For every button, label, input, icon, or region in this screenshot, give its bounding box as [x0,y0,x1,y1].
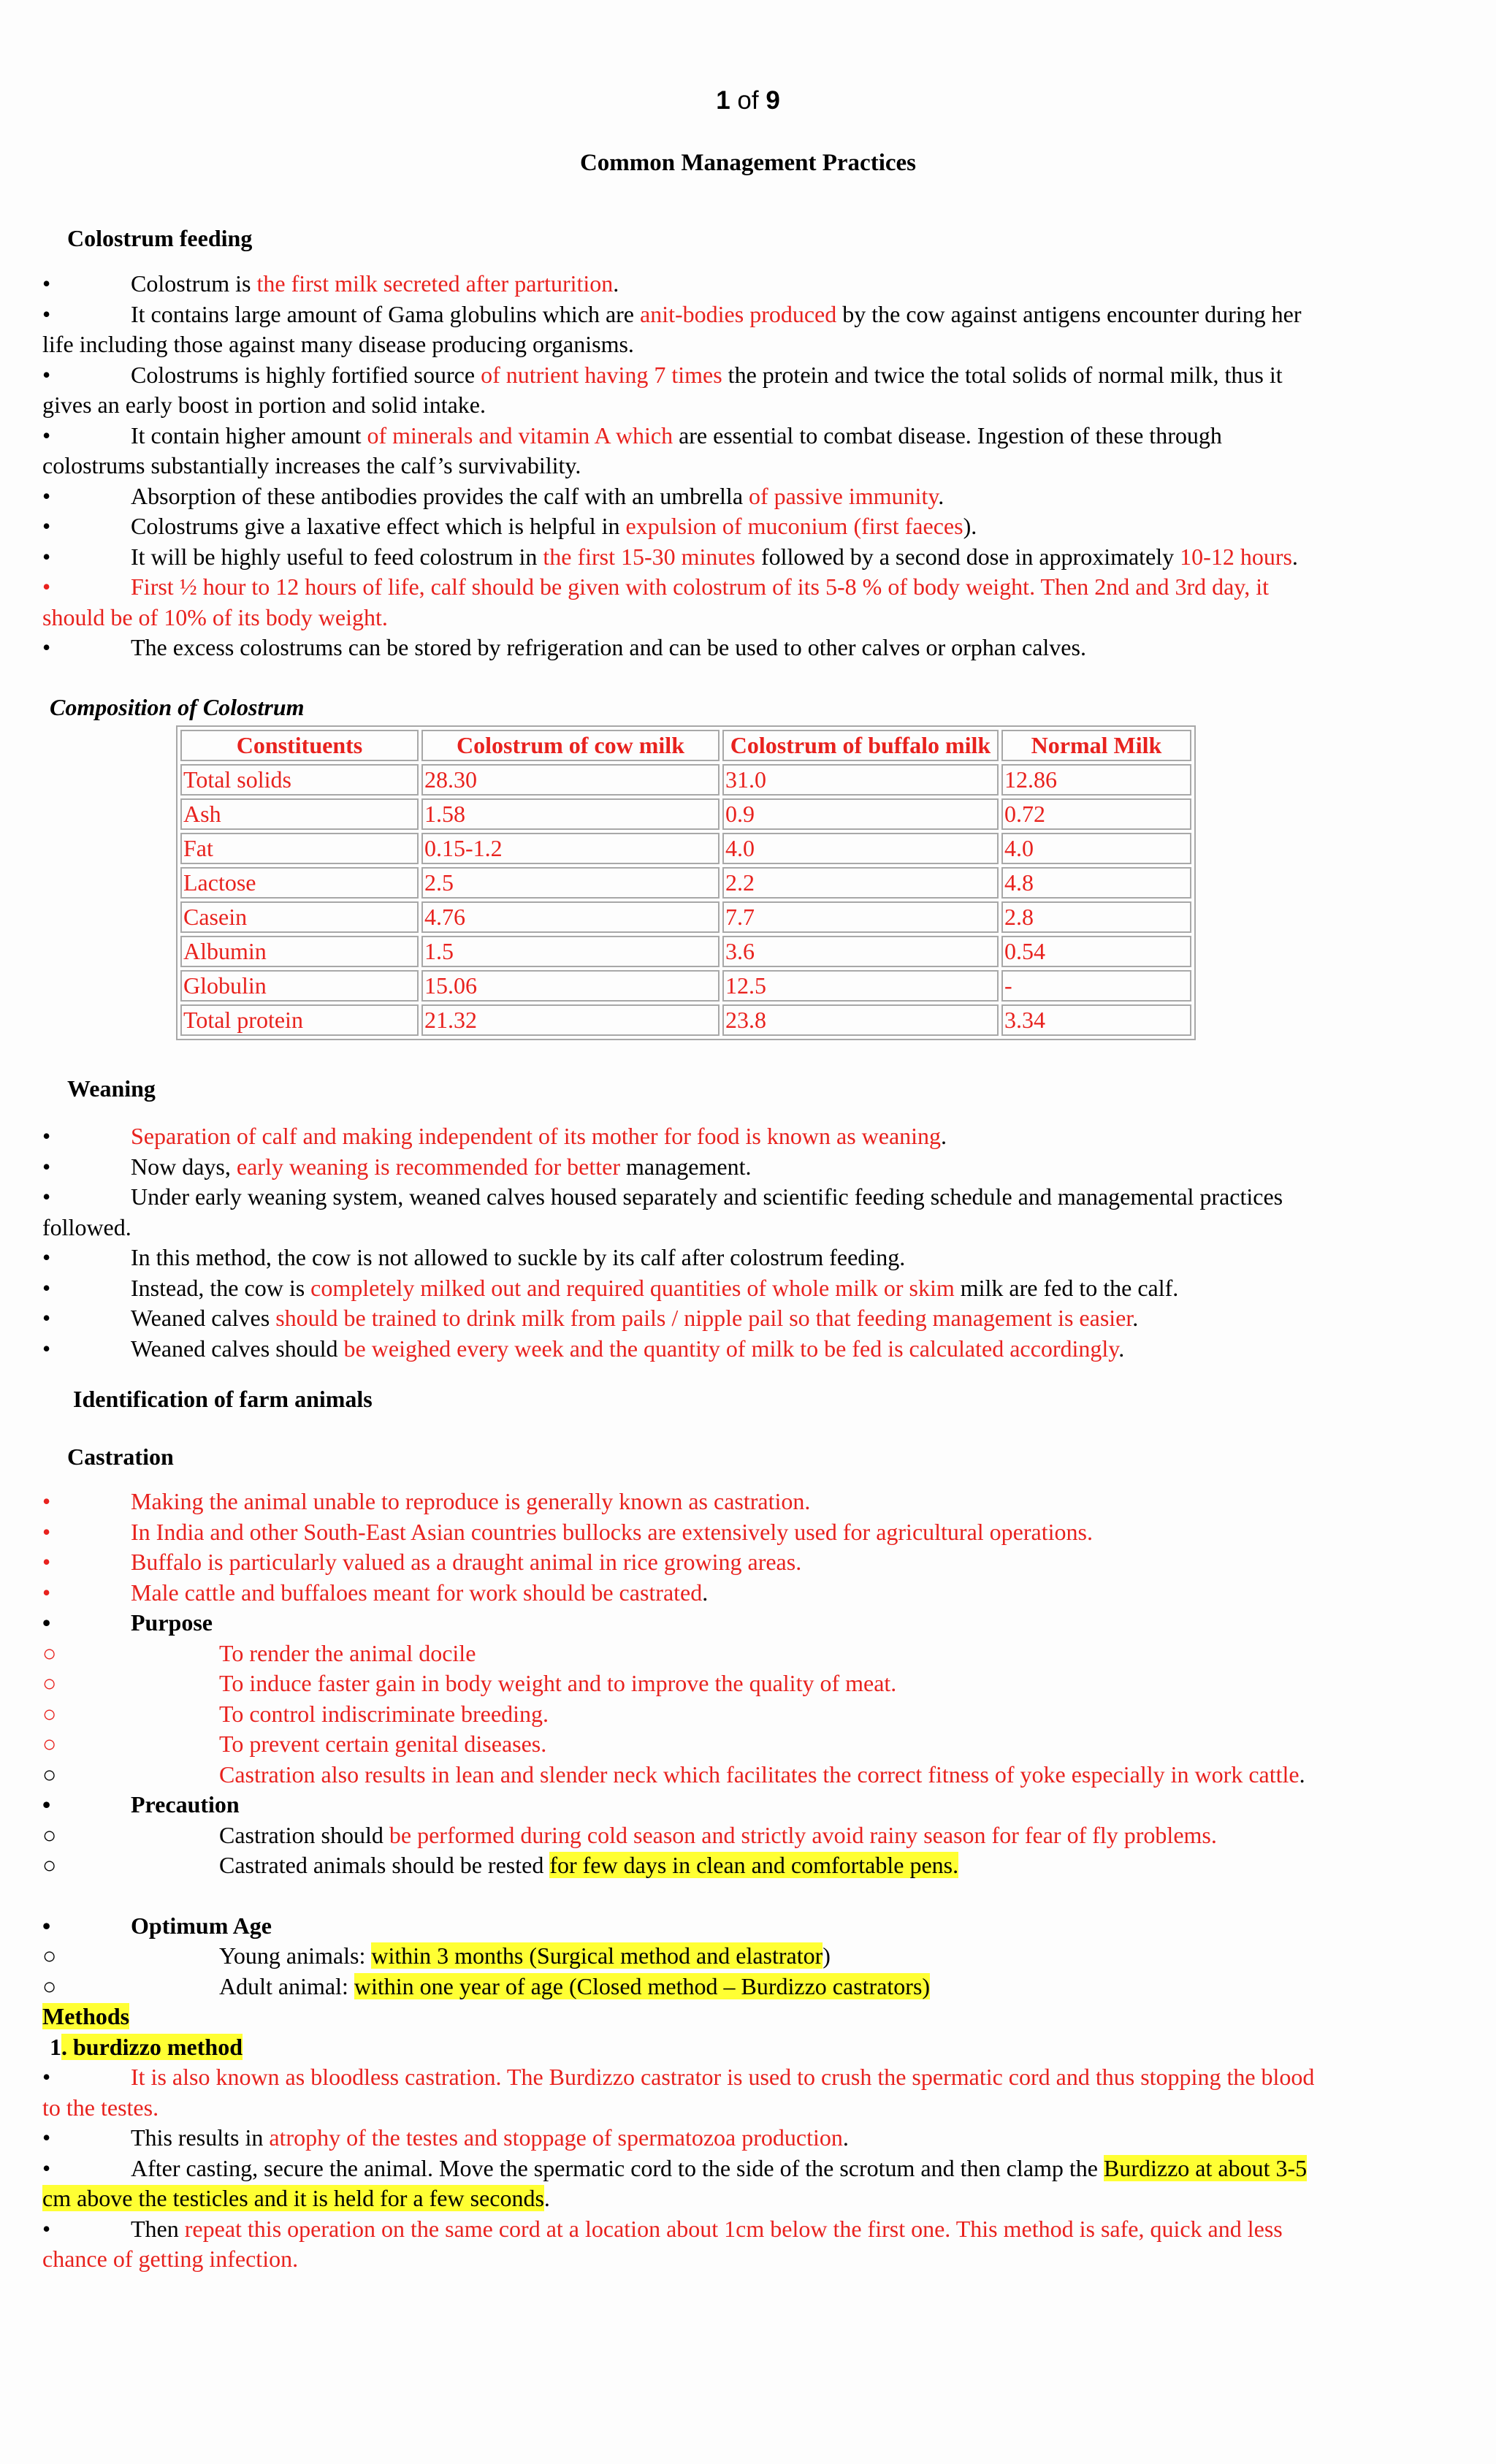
table-cell: Ash [180,798,419,830]
table-header: Colostrum of cow milk [421,730,720,761]
table-header-row [180,730,1191,761]
list-item: • Male cattle and buffaloes meant for work should be castrated. [42,1579,709,1606]
list-item: • Then repeat this operation on the same cord at a location about 1cm below the first one. This method is safe, quick and less chance of getting infection. [42,2215,1283,2272]
table-row [180,798,1191,830]
table-cell: 2.2 [722,867,999,899]
table-cell: 4.8 [1001,867,1191,899]
list-item: ○ Young animals: within 3 months (Surgical method and elastrator) [42,1942,831,1969]
table-header: Normal Milk [1001,730,1191,761]
table-cell: 0.15-1.2 [421,833,720,864]
list-item: ○ To control indiscriminate breeding. [42,1700,549,1727]
list-item: • Colostrums give a laxative effect which is helpful in expulsion of muconium (first faeces). [42,513,977,539]
table-cell: 12.86 [1001,764,1191,796]
table-cell: 4.0 [722,833,999,864]
list-item: • Colostrum is the first milk secreted after parturition. [42,270,619,297]
table-cell: 3.34 [1001,1004,1191,1036]
table-cell: - [1001,970,1191,1002]
list-item: • Instead, the cow is completely milked out and required quantities of whole milk or skim milk are fed to the calf. [42,1274,1179,1301]
composition-heading: Composition of Colostrum [50,694,305,720]
page-number: 1 of 9 [716,86,780,115]
methods-heading: Methods [42,2003,130,2029]
list-item: • Buffalo is particularly valued as a draught animal in rice growing areas. [42,1549,802,1575]
list-item: • Absorption of these antibodies provides the calf with an umbrella of passive immunity. [42,482,944,509]
list-item: ○ Castrated animals should be rested for few days in clean and comfortable pens. [42,1852,959,1878]
list-item: • Purpose [42,1609,213,1636]
list-item: • Colostrums is highly fortified source of nutrient having 7 times the protein and twice the total solids of normal milk, thus it gives an early boost in portion and solid intake. [42,361,1283,418]
table-row [180,1004,1191,1036]
table-cell: 21.32 [421,1004,720,1036]
table-cell: 28.30 [421,764,720,796]
table-cell: Globulin [180,970,419,1002]
table-cell: 0.9 [722,798,999,830]
heading-weaning: Weaning [67,1075,156,1102]
list-item: ○ Adult animal: within one year of age (Closed method – Burdizzo castrators) [42,1972,931,1999]
list-item: • It is also known as bloodless castration. The Burdizzo castrator is used to crush the spermatic cord and thus stopping the blood to the testes. [42,2064,1315,2121]
list-item: • First ½ hour to 12 hours of life, calf should be given with colostrum of its 5-8 % of body weight. Then 2nd and 3rd day, it should be of 10% of its body weight. [42,573,1269,630]
table-cell: 15.06 [421,970,720,1002]
table-row [180,867,1191,899]
castration-list [42,1487,1328,2275]
weaning-list [42,1121,1328,1364]
list-item: ○ To induce faster gain in body weight and to improve the quality of meat. [42,1670,897,1696]
burdizzo-heading: 1. burdizzo method [50,2033,243,2060]
list-item: • After casting, secure the animal. Move the spermatic cord to the side of the scrotum and then clamp the Burdizzo at about 3-5 cm above the testicles and it is held for a few seconds. [42,2154,1308,2211]
table-header: Constituents [180,730,419,761]
list-item: • Weaned calves should be trained to drink milk from pails / nipple pail so that feeding management is easier. [42,1305,1139,1331]
heading-colostrum: Colostrum feeding [67,225,253,251]
table-row [180,936,1191,967]
list-item: • This results in atrophy of the testes and stoppage of spermatozoa production. [42,2124,849,2151]
table-cell: 7.7 [722,901,999,933]
table-row [180,764,1191,796]
table-cell: 0.54 [1001,936,1191,967]
table-row [180,833,1191,864]
table-cell: Albumin [180,936,419,967]
list-item: • Optimum Age [42,1912,272,1939]
heading-identification: Identification of farm animals [73,1386,373,1412]
list-item: ○ Castration should be performed during cold season and strictly avoid rainy season for fear of fly problems. [42,1821,1217,1848]
list-item: • Separation of calf and making independent of its mother for food is known as weaning. [42,1123,947,1149]
heading-castration: Castration [67,1443,174,1470]
list-item: ○ To prevent certain genital diseases. [42,1731,547,1757]
table-cell: Casein [180,901,419,933]
table-row [180,970,1191,1002]
table-cell: 0.72 [1001,798,1191,830]
list-item: • In India and other South-East Asian countries bullocks are extensively used for agricultural operations. [42,1518,1093,1545]
table-row [180,901,1191,933]
table-cell: 3.6 [722,936,999,967]
table-cell: 1.58 [421,798,720,830]
list-item: • In this method, the cow is not allowed to suckle by its calf after colostrum feeding. [42,1244,906,1270]
table-header: Colostrum of buffalo milk [722,730,999,761]
table-cell: 23.8 [722,1004,999,1036]
list-item: • Precaution [42,1791,240,1818]
list-item: • Making the animal unable to reproduce is generally known as castration. [42,1488,811,1514]
list-item: • It contains large amount of Gama globulins which are anit-bodies produced by the cow against antigens encounter during her life including those against many disease producing organisms. [42,300,1302,357]
table-cell: 1.5 [421,936,720,967]
table-cell: Lactose [180,867,419,899]
list-item: ○ To render the animal docile [42,1639,476,1666]
table-cell: 2.8 [1001,901,1191,933]
list-item: • The excess colostrums can be stored by refrigeration and can be used to other calves or orphan calves. [42,634,1086,660]
page-title: Common Management Practices [579,150,917,176]
table-cell: 4.76 [421,901,720,933]
list-item: • Weaned calves should be weighed every week and the quantity of milk to be fed is calculated accordingly. [42,1335,1125,1362]
table-cell: 12.5 [722,970,999,1002]
colostrum-list [42,269,1328,663]
list-item: ○ Castration also results in lean and slender neck which facilitates the correct fitness of yoke especially in work cattle. [42,1761,1305,1788]
table-cell: 2.5 [421,867,720,899]
table-cell: 4.0 [1001,833,1191,864]
table-cell: Total solids [180,764,419,796]
list-item: • It will be highly useful to feed colostrum in the first 15-30 minutes followed by a second dose in approximately 10-12 hours. [42,543,1298,570]
table-cell: Total protein [180,1004,419,1036]
list-item: • Under early weaning system, weaned calves housed separately and scientific feeding schedule and managemental practices followed. [42,1183,1283,1240]
table-cell: Fat [180,833,419,864]
composition-table [176,725,1196,1040]
table-cell: 31.0 [722,764,999,796]
list-item: • Now days, early weaning is recommended for better management. [42,1153,752,1180]
list-item: • It contain higher amount of minerals and vitamin A which are essential to combat disease. Ingestion of these through colostrums substantially increases the calf’s survivability. [42,422,1222,478]
